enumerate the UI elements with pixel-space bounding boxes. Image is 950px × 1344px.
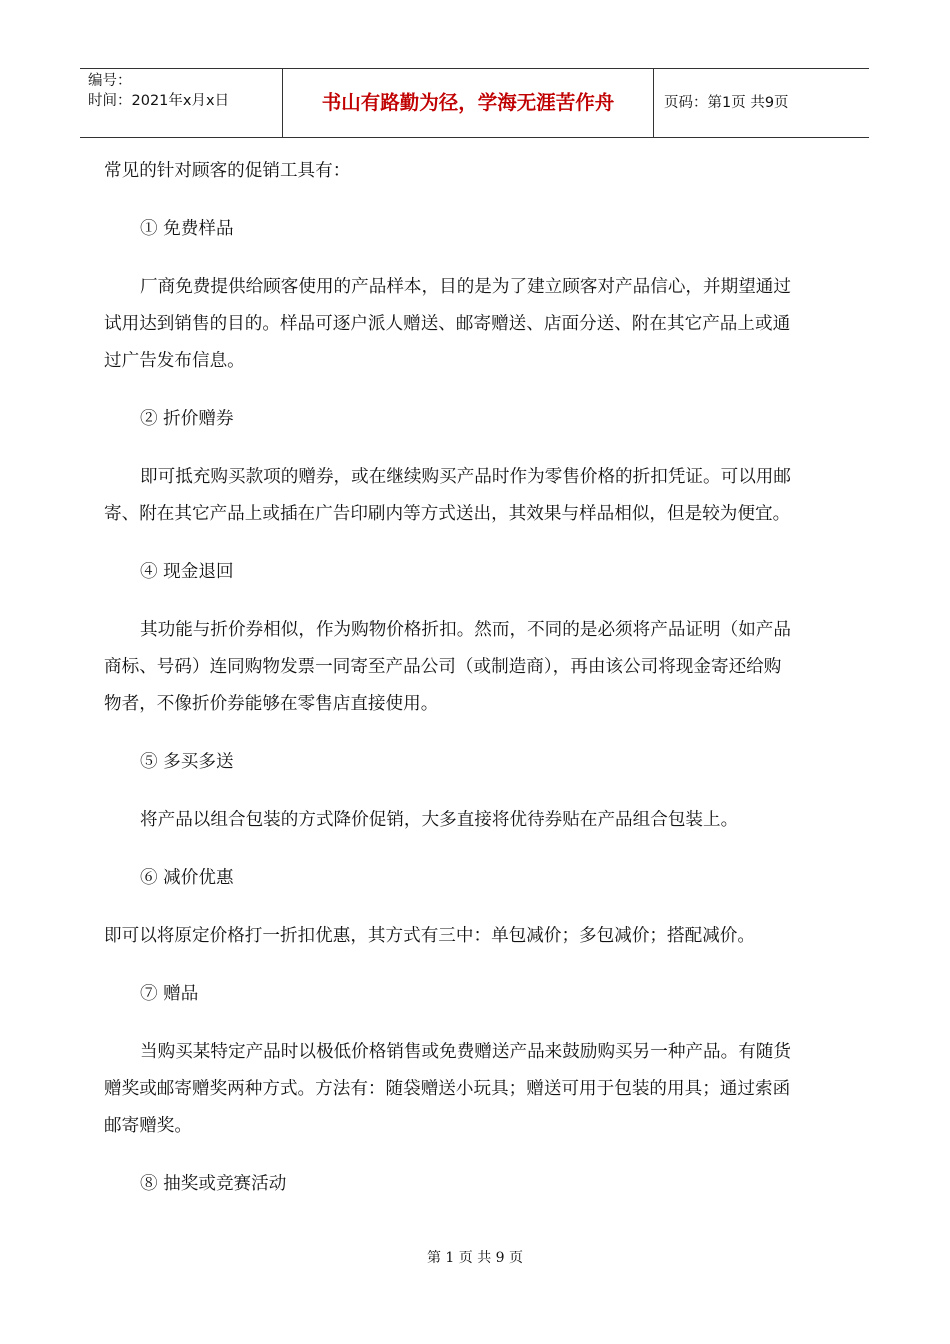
document-number: 编号： bbox=[88, 73, 132, 89]
paragraph-line: 当购买某特定产品时以极低价格销售或免费赠送产品来鼓励购买另一种产品。有随货 bbox=[140, 1042, 791, 1062]
paragraph-line: 即可抵充购买款项的赠券，或在继续购买产品时作为零售价格的折扣凭证。可以用邮 bbox=[140, 467, 791, 487]
intro-text: 常见的针对顾客的促销工具有： bbox=[104, 161, 351, 181]
paragraph-line: 商标、号码）连同购物发票一同寄至产品公司（或制造商），再由该公司将现金寄还给购 bbox=[104, 657, 782, 677]
section-heading: ⑦ 赠品 bbox=[140, 984, 199, 1004]
page-footer: 第 1 页 共 9 页 bbox=[426, 1250, 524, 1266]
header-divider bbox=[653, 69, 654, 137]
paragraph-line: 即可以将原定价格打一折扣优惠，其方式有三中：单包减价；多包减价；搭配减价。 bbox=[104, 926, 755, 946]
header-motto: 书山有路勤为径，学海无涯苦作舟 bbox=[321, 91, 615, 114]
document-body bbox=[104, 153, 849, 1203]
page-header bbox=[80, 68, 869, 138]
section-heading: ⑧ 抽奖或竞赛活动 bbox=[140, 1174, 287, 1194]
header-page-info: 页码：第1页 共9页 bbox=[664, 95, 789, 111]
section-heading: ⑤ 多买多送 bbox=[140, 752, 234, 772]
paragraph-line: 赠奖或邮寄赠奖两种方式。方法有：随袋赠送小玩具；赠送可用于包装的用具；通过索函 bbox=[104, 1079, 791, 1099]
section-heading: ① 免费样品 bbox=[140, 219, 234, 239]
paragraph-line: 厂商免费提供给顾客使用的产品样本，目的是为了建立顾客对产品信心，并期望通过 bbox=[140, 277, 791, 297]
document-date: 时间：2021年x月x日 bbox=[88, 93, 230, 109]
paragraph-line: 其功能与折价券相似，作为购物价格折扣。然而，不同的是必须将产品证明（如产品 bbox=[140, 620, 791, 640]
section-heading: ⑥ 减价优惠 bbox=[140, 868, 234, 888]
paragraph-line: 物者，不像折价券能够在零售店直接使用。 bbox=[104, 694, 439, 714]
paragraph-line: 试用达到销售的目的。样品可逐户派人赠送、邮寄赠送、店面分送、附在其它产品上或通 bbox=[104, 314, 791, 334]
paragraph-line: 寄、附在其它产品上或插在广告印刷内等方式送出，其效果与样品相似，但是较为便宜。 bbox=[104, 504, 791, 524]
paragraph-line: 邮寄赠奖。 bbox=[104, 1116, 192, 1136]
section-heading: ④ 现金退回 bbox=[140, 562, 234, 582]
section-heading: ② 折价赠券 bbox=[140, 409, 234, 429]
paragraph-line: 过广告发布信息。 bbox=[104, 351, 245, 371]
header-meta bbox=[88, 71, 229, 111]
paragraph-line: 将产品以组合包装的方式降价促销，大多直接将优待券贴在产品组合包装上。 bbox=[140, 810, 739, 830]
